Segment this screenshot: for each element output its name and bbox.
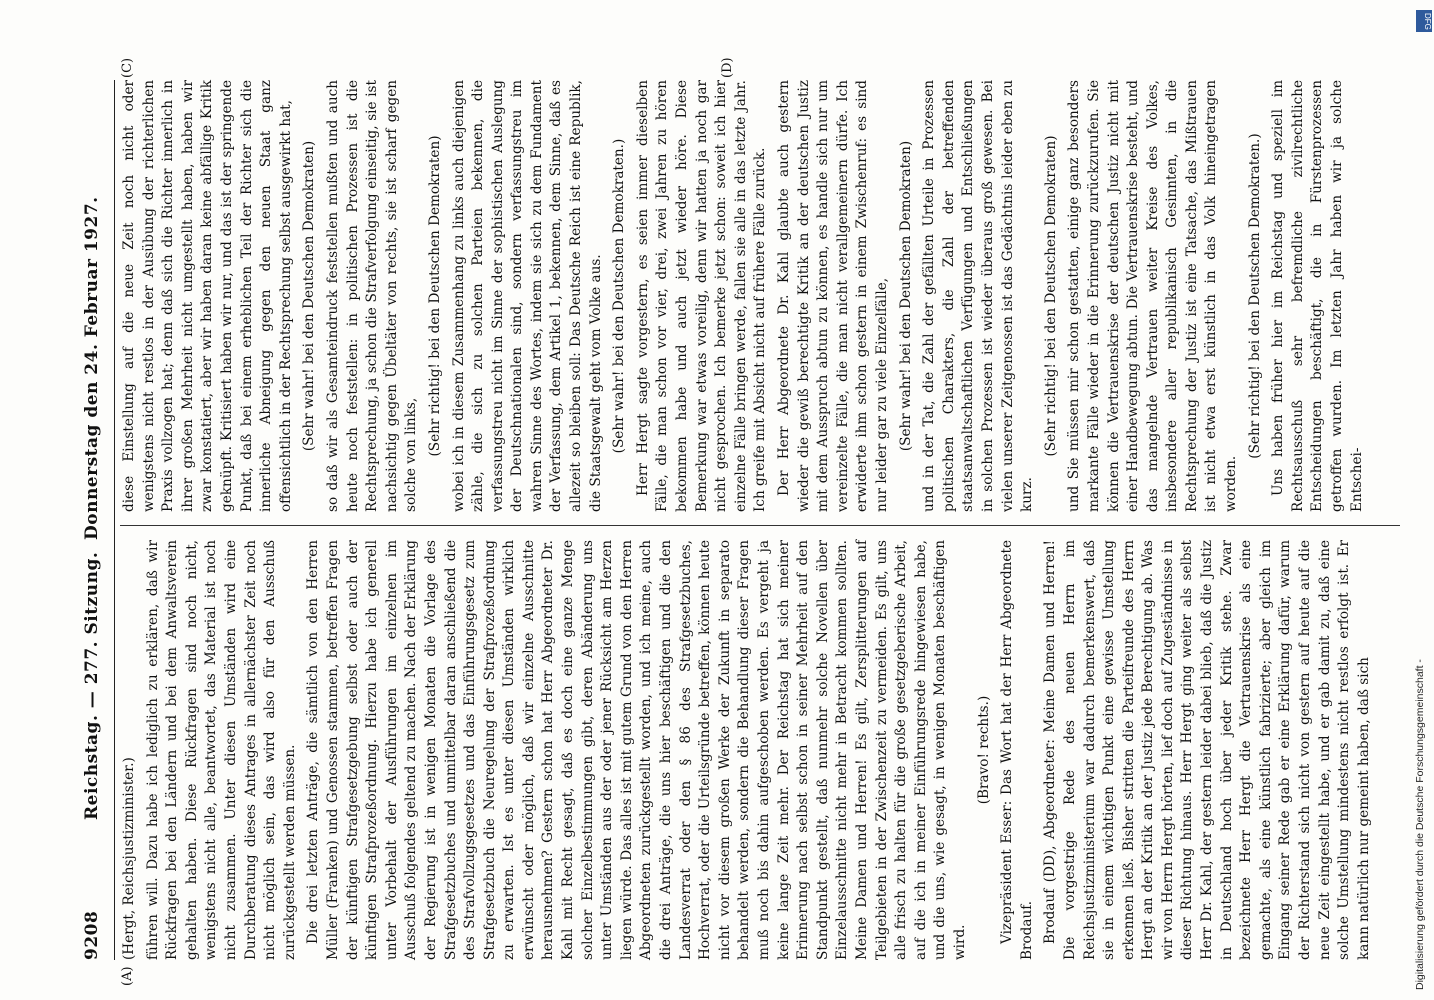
credit-text: Digitalisierung gefördert durch die Deutsche Forschungsgemeinschaft -: [1414, 659, 1426, 990]
paragraph: Uns haben früher hier im Reichstag und speziell im Rechtsausschuß sehr befremdliche zivilrechtliche Entscheidungen beschäftigt, die in Fürstenprozessen getroffen wurden. Im letzten Jahr haben wir ja solche Entschei-: [1270, 80, 1365, 512]
marker-a: (A): [120, 966, 135, 986]
paragraph: Vizepräsident Esser: Das Wort hat der Herr Abgeordnete Brodauf.: [999, 540, 1035, 960]
interjection: (Sehr richtig! bei den Deutschen Demokraten): [1042, 135, 1059, 457]
interjection: (Sehr wahr! bei den Deutschen Demokraten.): [611, 138, 628, 454]
rotated-page-content: [80, 57, 1410, 986]
page-number: 9208: [82, 910, 102, 960]
column-divider: [120, 525, 1400, 526]
interjection: (Sehr wahr! bei den Deutschen Demokraten): [897, 140, 914, 452]
paragraph: führen will. Dazu habe ich lediglich zu erklären, daß wir Rückfragen bei den Ländern und bei dem Anwaltsverein gehalten haben. Diese Rückfragen sind noch nicht, wenigstens nicht alle, beantwortet, das Material ist noch nicht zusammen. Unter diesen Umständen wird eine Durchberatung dieses Antrages in allernächster Zeit noch nicht möglich sein, das wird also für den Ausschuß zurückgestellt werden müssen.: [144, 540, 298, 960]
interjection: (Sehr wahr! bei den Deutschen Demokraten): [301, 140, 318, 452]
paragraph: Brodauf (DD), Abgeordneter: Meine Damen und Herren! Die vorgestrige Rede des neuen Herrn im Reichsjustizministerium war dadurch bemerkenswert, daß sie in einem wichtigen Punkt eine gewisse Umstellung erkennen ließ. Bisher stritten die Parteifreunde des Herrn Hergt an der Kritik an der Justiz jede Berechtigung ab. Was wir von Herrn Hergt hörten, lief doch auf Zugeständnisse in dieser Richtung hinaus. Herr Hergt ging weiter als selbst Herr Dr. Kahl, der gestern leider dabei blieb, daß die Justiz in Deutschland hoch über jeder Kritik stehe. Zwar bezeichnete Herr Hergt die Vertrauenskrise als eine gemachte, als eine künstlich fabrizierte; aber gleich im Eingang seiner Rede gab er eine Erklärung dafür, warum der Richterstand sich nicht von gestern auf heute auf die neue Zeit eingestellt habe, und er gab damit zu, daß eine solche Umstellung mindestens nicht restlos erfolgt ist. Er kann natürlich nur gemeint haben, daß sich: [1042, 540, 1372, 960]
interjection: (Sehr richtig! bei den Deutschen Demokraten): [426, 135, 443, 457]
session-date: Donnerstag den 24. Februar 1927.: [82, 196, 102, 540]
header-rule: [114, 80, 115, 960]
marker-c: (C): [120, 57, 135, 78]
interjection: (Sehr richtig! bei den Deutschen Demokraten.): [1246, 133, 1263, 459]
paragraph: Die drei letzten Anträge, die sämtlich von den Herren Müller (Franken) und Genossen stammen, betreffen Fragen der künftigen Strafgesetzgebung selbst oder auch der künftigen Strafprozeßordnung. Hierzu habe ich generell unter Vorbehalt der Ausführungen im einzelnen im Ausschuß folgendes geltend zu machen. Nach der Erklärung der Regierung ist in wenigen Monaten die Vorlage des Strafgesetzbuches und unmittelbar daran anschließend die des Strafvollzugsgesetzes und das Einführungsgesetz zum Strafgesetzbuch die Neuregelung der Strafprozeßordnung zu erwarten. Ist es unter diesen Umständen wirklich erwünscht oder möglich, daß wir einzelne Ausschnitte herausnehmen? Gestern schon hat Herr Abgeordneter Dr. Kahl mit Recht gesagt, daß es doch eine ganze Menge solcher Einzelbestimmungen gibt, deren Abänderung uns unter Umständen aus der oder jener Rücksicht am Herzen liegen würde. Das alles ist mit gutem Grund von den Herren Abgeordneten zurückgestellt worden, und ich meine, auch die drei Anträge, die uns hier beschäftigen und die den Landesverrat oder den § 86 des Strafgesetzbuches, Hochverrat, oder die Urteilsgründe betreffen, können heute nicht vor diesem großen Werke der Zukunft in separato behandelt werden, sondern die Behandlung dieser Fragen muß noch bis dahin aufgeschoben werden. Es vergeht ja keine lange Zeit mehr. Der Reichstag hat sich meiner Erinnerung nach selbst schon in seiner Mehrheit auf den Standpunkt gestellt, daß nunmehr solche Novellen über Einzelausschnitte nicht mehr in Betracht kommen sollten. Meine Damen und Herren! Es gilt, Zersplitterungen auf Teilgebieten in der Zwischenzeit zu vermeiden. Es gilt, uns alle frisch zu halten für die große gesetzgeberische Arbeit, auf die ich in meiner Einführungsrede hingewiesen habe, und die uns, wie gesagt, in wenigen Monaten beschäftigen wird.: [305, 540, 968, 960]
column-right: [120, 80, 1400, 512]
paragraph: und in der Tat, die Zahl der gefällten Urteile in Prozessen politischen Charakters, die Zahl der betreffenden staatsanwaltschaftlichen Verfügungen und Entschließungen in solchen Prozessen ist wieder überaus groß gewesen. Bei vielen unserer Zeitgenossen ist das Gedächtnis leider eben zu kurz.: [921, 80, 1036, 512]
marker-d: (D): [720, 57, 735, 78]
paragraph: und Sie müssen mir schon gestatten, einige ganz besonders markante Fälle wieder in die Erinnerung zurückzurufen. Sie können die Vertrauenskrise der deutschen Justiz nicht mit einer Handbewegung abtun. Die Vertrauenskrise besteht, und das mangelnde Vertrauen weiter Kreise des Volkes, insbesondere aller republikanisch Gesinnten, in die Rechtsprechung der Justiz ist eine Tatsache, das Mißtrauen ist nicht etwa erst künstlich in das Volk hineingetragen worden.: [1066, 80, 1240, 512]
paragraph: Der Herr Abgeordnete Dr. Kahl glaubte auch gestern wieder die gewiß berechtigte Kritik an der deutschen Justiz mit dem Ausspruch abtun zu können, es handle sich nur um vereinzelte Fälle, die man nicht verallgemeinern dürfe. Ich erwiderte ihm schon gestern in einem Zwischenruf: es sind nur leider gar zu viele Einzelfälle,: [776, 80, 890, 512]
dfg-logo: DFG: [1416, 10, 1432, 32]
session-title: Reichstag. — 277. Sitzung.: [82, 551, 102, 820]
paragraph: so daß wir als Gesamteindruck feststellen mußten und auch heute noch feststellen: in politischen Prozessen ist die Rechtsprechung, ja schon die Strafverfolgung einseitig, sie ist nachsichtig gegen Übeltäter von rechts, sie ist scharf gegen solche von links,: [324, 80, 420, 512]
paragraph: wobei ich in diesem Zusammenhang zu links auch diejenigen zähle, die sich zu solchen Parteien bekennen, die verfassungstreu nicht im Sinne der sophistischen Auslegung der Deutschnationalen sind, sondern verfassungstreu im wahren Sinne des Wortes, indem sie sich zu dem Fundament der Verfassung, dem Artikel 1, bekennen, dem Sinne, daß es allezeit so bleiben soll: Das Deutsche Reich ist eine Republik, die Staatsgewalt geht vom Volke aus.: [450, 80, 604, 512]
paragraph: diese Einstellung auf die neue Zeit noch nicht oder wenigstens nicht restlos in der Ausübung der richterlichen Praxis vollzogen hat; denn daß sich die Richter innerlich in ihrer großen Mehrheit nicht umgestellt haben, haben wir zwar konstatiert, aber wir haben daran keine abfällige Kritik geknüpft. Kritisiert haben wir nur, und das ist der springende Punkt, daß bei einem erheblichen Teil der Richter sich die innerliche Abneigung gegen den neuen Staat ganz offensichtlich in der Rechtsprechung selbst ausgewirkt hat,: [121, 80, 294, 512]
interjection: (Bravo! rechts.): [975, 695, 992, 805]
column-left: [120, 540, 1400, 960]
paragraph: (Hergt, Reichsjustizminister.): [121, 757, 137, 960]
paragraph: Herr Hergt sagte vorgestern, es seien immer dieselben Fälle, die man schon vor vier, drei, zwei Jahren zu hören bekommen habe und auch jetzt wieder höre. Diese Bemerkung war etwas voreilig, denn wir hatten ja noch gar nicht gesprochen. Ich bemerke jetzt schon: soweit ich hier einzelne Fälle bringen werde, fallen sie alle in das letzte Jahr. Ich greife mit Absicht nicht auf frühere Fälle zurück.: [634, 80, 769, 512]
digitization-credit: [1414, 10, 1432, 990]
page-header: [80, 80, 110, 960]
